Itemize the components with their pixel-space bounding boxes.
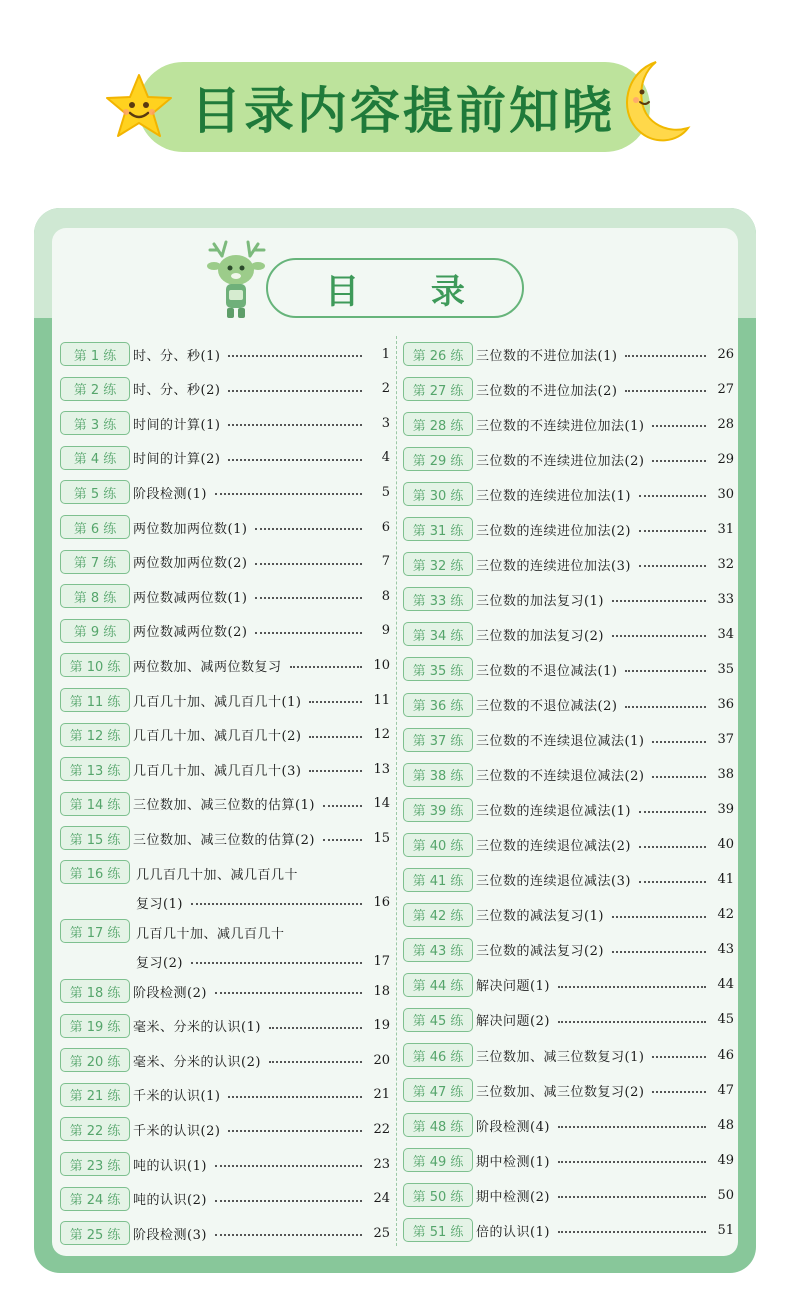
toc-entry[interactable]: [403, 902, 734, 928]
toc-entry[interactable]: [60, 687, 390, 713]
toc-entry[interactable]: [403, 656, 734, 682]
toc-entry[interactable]: [60, 445, 390, 471]
dot-leader: [639, 495, 706, 497]
lesson-number-badge: 第 3 练: [60, 411, 130, 435]
lesson-number-badge: 第 51 练: [403, 1218, 473, 1242]
lesson-number-badge: 第 6 练: [60, 515, 130, 539]
toc-entry[interactable]: [60, 1220, 390, 1246]
dot-leader: [215, 1200, 362, 1202]
lesson-title: 期中检测(2): [476, 1189, 550, 1205]
lesson-number-badge: 第 43 练: [403, 938, 473, 962]
lesson-title-line2: [136, 892, 390, 912]
dot-leader: [639, 881, 706, 883]
lesson-title: 三位数的减法复习(1): [476, 909, 604, 925]
lesson-number-badge: 第 25 练: [60, 1221, 130, 1245]
lesson-number-badge: 第 35 练: [403, 657, 473, 681]
toc-entry[interactable]: [403, 1042, 734, 1068]
lesson-title: 三位数的不进位加法(1): [476, 348, 618, 364]
lesson-title-block: [130, 919, 390, 975]
page-number: 2: [381, 381, 390, 397]
dot-leader: [323, 839, 362, 841]
lesson-number-badge: 第 40 练: [403, 833, 473, 857]
dot-leader: [290, 666, 362, 668]
toc-entry[interactable]: [60, 376, 390, 402]
toc-entry[interactable]: [60, 756, 390, 782]
lesson-title: 阶段检测(3): [133, 1227, 207, 1243]
page-number: 3: [381, 415, 390, 431]
lesson-title-cont: 复习(1): [136, 896, 183, 912]
lesson-title: 两位数减两位数(1): [133, 590, 248, 606]
lesson-number-badge: 第 50 练: [403, 1183, 473, 1207]
toc-entry[interactable]: [403, 692, 734, 718]
page-number: 42: [717, 907, 734, 923]
dot-leader: [639, 846, 706, 848]
dot-leader: [269, 1061, 362, 1063]
dot-leader: [558, 986, 706, 988]
page-number: 48: [717, 1117, 734, 1133]
toc-entry[interactable]: [60, 479, 390, 505]
lesson-number-badge: 第 16 练: [60, 860, 130, 884]
lesson-title: 三位数的不进位加法(2): [476, 383, 618, 399]
lesson-number-badge: 第 15 练: [60, 826, 130, 850]
lesson-title: 三位数加、减三位数复习(2): [476, 1084, 645, 1100]
page-number: 50: [717, 1187, 734, 1203]
toc-entry[interactable]: [403, 551, 734, 577]
lesson-number-badge: 第 8 练: [60, 584, 130, 608]
page-number: 8: [381, 588, 390, 604]
page-number: 36: [717, 697, 734, 712]
toc-entry[interactable]: [60, 549, 390, 575]
lesson-number-badge: 第 22 练: [60, 1117, 130, 1141]
page-number: 21: [373, 1087, 390, 1103]
page-number: 33: [717, 591, 734, 607]
page-number: 29: [717, 451, 734, 467]
lesson-number-badge: 第 47 练: [403, 1078, 473, 1102]
toc-entry[interactable]: [60, 860, 390, 916]
lesson-number-badge: 第 33 练: [403, 587, 473, 611]
lesson-title: 三位数加、减三位数的估算(2): [133, 832, 315, 848]
page-number: 13: [373, 761, 390, 777]
moon-icon: [612, 58, 692, 148]
lesson-title: 时、分、秒(2): [133, 383, 221, 399]
lesson-number-badge: 第 46 练: [403, 1043, 473, 1067]
lesson-number-badge: 第 24 练: [60, 1187, 130, 1211]
page-number: 41: [717, 872, 734, 888]
dot-leader: [558, 1126, 706, 1128]
lesson-title: 两位数加两位数(1): [133, 521, 248, 537]
dot-leader: [639, 811, 706, 813]
page-number: 43: [717, 942, 734, 958]
dot-leader: [269, 1027, 362, 1029]
dot-leader: [652, 425, 706, 427]
page-number: 7: [381, 554, 390, 570]
page-number: 30: [717, 486, 734, 502]
dot-leader: [652, 1091, 706, 1093]
toc-entry[interactable]: [403, 1007, 734, 1033]
lesson-title: 毫米、分米的认识(2): [133, 1054, 261, 1070]
lesson-title: 千米的认识(1): [133, 1089, 221, 1105]
page-number: 1: [381, 346, 390, 362]
toc-entry[interactable]: [60, 1116, 390, 1142]
dot-leader: [652, 776, 706, 778]
toc-entry[interactable]: [403, 1147, 734, 1173]
page-number: 17: [373, 953, 390, 969]
lesson-number-badge: 第 29 练: [403, 447, 473, 471]
lesson-title: 千米的认识(2): [133, 1123, 221, 1139]
lesson-title-line2: [136, 951, 390, 971]
toc-entry[interactable]: [403, 867, 734, 893]
toc-entry[interactable]: [60, 1082, 390, 1108]
lesson-number-badge: 第 26 练: [403, 342, 473, 366]
dot-leader: [255, 528, 362, 530]
toc-entry[interactable]: [60, 618, 390, 644]
dot-leader: [639, 530, 706, 532]
dot-leader: [215, 1165, 362, 1167]
dot-leader: [228, 1096, 362, 1098]
lesson-number-badge: 第 21 练: [60, 1083, 130, 1107]
lesson-number-badge: 第 27 练: [403, 377, 473, 401]
toc-entry[interactable]: [403, 341, 734, 367]
page-number: 18: [373, 983, 390, 999]
page-number: 49: [717, 1152, 734, 1168]
lesson-title: 三位数的不连续进位加法(1): [476, 418, 645, 434]
dot-leader: [652, 460, 706, 462]
page-number: 27: [717, 381, 734, 397]
page-number: 32: [717, 556, 734, 572]
lesson-number-badge: 第 19 练: [60, 1014, 130, 1038]
lesson-number-badge: 第 42 练: [403, 903, 473, 927]
lesson-title: 三位数的不连续进位加法(2): [476, 453, 645, 469]
lesson-number-badge: 第 17 练: [60, 919, 130, 943]
page-number: 15: [373, 830, 390, 846]
toc-entry[interactable]: [403, 797, 734, 823]
page-number: 37: [717, 732, 734, 748]
dot-leader: [255, 563, 362, 565]
lesson-number-badge: 第 12 练: [60, 723, 130, 747]
deer-mascot-icon: [200, 238, 276, 324]
lesson-title: 三位数的连续进位加法(3): [476, 558, 631, 574]
page-number: 5: [381, 484, 390, 500]
lesson-title: 时、分、秒(1): [133, 348, 221, 364]
lesson-number-badge: 第 5 练: [60, 480, 130, 504]
lesson-number-badge: 第 39 练: [403, 798, 473, 822]
page-number: 47: [717, 1082, 734, 1098]
dot-leader: [612, 951, 706, 953]
header-banner: [138, 62, 650, 152]
page-number: 31: [717, 521, 734, 537]
lesson-title: 两位数加两位数(2): [133, 556, 248, 572]
page-number: 20: [373, 1052, 390, 1068]
dot-leader: [228, 390, 362, 392]
lesson-number-badge: 第 36 练: [403, 693, 473, 717]
toc-entry[interactable]: [60, 978, 390, 1004]
lesson-number-badge: 第 23 练: [60, 1152, 130, 1176]
dot-leader: [625, 355, 706, 357]
lesson-number-badge: 第 31 练: [403, 517, 473, 541]
page-number: 16: [373, 894, 390, 910]
lesson-title: 几百几十加、减几百几十(1): [133, 694, 302, 710]
lesson-title-block: [130, 860, 390, 916]
page-number: 35: [717, 661, 734, 677]
toc-heading-text: 目 录: [325, 271, 495, 312]
dot-leader: [191, 903, 362, 905]
dot-leader: [625, 706, 706, 708]
toc-entry[interactable]: [403, 1217, 734, 1243]
lesson-title: 时间的计算(1): [133, 417, 221, 433]
dot-leader: [323, 805, 362, 807]
toc-entry[interactable]: [60, 583, 390, 609]
toc-entry[interactable]: [403, 516, 734, 542]
lesson-number-badge: 第 2 练: [60, 377, 130, 401]
toc-entry[interactable]: [60, 722, 390, 748]
lesson-title: 三位数的连续退位减法(3): [476, 874, 631, 890]
lesson-title: 解决问题(2): [476, 1014, 550, 1030]
dot-leader: [558, 1196, 706, 1198]
page-number: 39: [717, 802, 734, 818]
toc-entry[interactable]: [403, 481, 734, 507]
page-number: 40: [717, 837, 734, 853]
lesson-number-badge: 第 13 练: [60, 757, 130, 781]
dot-leader: [652, 741, 706, 743]
lesson-title-cont: 复习(2): [136, 955, 183, 971]
page-number: 24: [373, 1191, 390, 1207]
toc-entry[interactable]: [403, 446, 734, 472]
lesson-number-badge: 第 48 练: [403, 1113, 473, 1137]
dot-leader: [639, 565, 706, 567]
lesson-number-badge: 第 30 练: [403, 482, 473, 506]
dot-leader: [309, 770, 362, 772]
lesson-number-badge: 第 38 练: [403, 763, 473, 787]
page-title: 目录内容提前知晓: [191, 82, 615, 140]
lesson-title: 三位数加、减三位数的估算(1): [133, 798, 315, 814]
page-number: 14: [373, 796, 390, 812]
lesson-title: 几百几十加、减几百几十(3): [133, 763, 302, 779]
lesson-number-badge: 第 44 练: [403, 973, 473, 997]
dot-leader: [228, 355, 362, 357]
lesson-number-badge: 第 20 练: [60, 1048, 130, 1072]
lesson-title: 三位数的连续进位加法(2): [476, 523, 631, 539]
lesson-number-badge: 第 9 练: [60, 619, 130, 643]
lesson-title: 几几百几十加、减几百几十: [136, 868, 299, 883]
lesson-title: 三位数的不连续退位减法(2): [476, 769, 645, 785]
lesson-title: 三位数加、减三位数复习(1): [476, 1049, 645, 1065]
lesson-number-badge: 第 11 练: [60, 688, 130, 712]
lesson-title: 几百几十加、减几百几十(2): [133, 729, 302, 745]
dot-leader: [215, 1234, 362, 1236]
toc-entry[interactable]: [60, 410, 390, 436]
lesson-number-badge: 第 28 练: [403, 412, 473, 436]
page-number: 34: [717, 626, 734, 642]
page-number: 22: [373, 1121, 390, 1137]
lesson-title: 三位数的不退位减法(2): [476, 699, 618, 714]
lesson-number-badge: 第 14 练: [60, 792, 130, 816]
toc-entry[interactable]: [60, 652, 390, 678]
toc-entry[interactable]: [60, 1013, 390, 1039]
lesson-number-badge: 第 49 练: [403, 1148, 473, 1172]
lesson-title: 吨的认识(2): [133, 1193, 207, 1209]
lesson-title: 吨的认识(1): [133, 1158, 207, 1174]
dot-leader: [228, 459, 362, 461]
toc-entry[interactable]: [403, 972, 734, 998]
dot-leader: [612, 635, 706, 637]
toc-entry[interactable]: [403, 727, 734, 753]
lesson-title: 阶段检测(2): [133, 985, 207, 1001]
toc-entry[interactable]: [60, 341, 390, 367]
lesson-number-badge: 第 34 练: [403, 622, 473, 646]
page-number: 44: [717, 977, 734, 993]
page-number: 9: [381, 623, 390, 639]
lesson-number-badge: 第 37 练: [403, 728, 473, 752]
page-number: 4: [381, 450, 390, 466]
page-number: 46: [717, 1047, 734, 1063]
dot-leader: [309, 736, 362, 738]
dot-leader: [558, 1021, 706, 1023]
toc-entry[interactable]: [60, 514, 390, 540]
lesson-title: 期中检测(1): [476, 1154, 550, 1170]
lesson-title: 三位数的加法复习(2): [476, 628, 604, 644]
page-number: 51: [717, 1222, 734, 1238]
lesson-title: 三位数的加法复习(1): [476, 593, 604, 609]
dot-leader: [612, 600, 706, 602]
toc-entry[interactable]: [60, 919, 390, 975]
lesson-title: 毫米、分米的认识(1): [133, 1020, 261, 1036]
lesson-title: 阶段检测(4): [476, 1119, 550, 1135]
lesson-title: 几百几十加、减几百几十: [136, 927, 285, 942]
lesson-title: 三位数的不连续退位减法(1): [476, 734, 645, 750]
dot-leader: [309, 701, 362, 703]
dot-leader: [255, 632, 362, 634]
page-number: 10: [373, 657, 390, 673]
dot-leader: [228, 1130, 362, 1132]
dot-leader: [625, 670, 706, 672]
toc-entry[interactable]: [403, 376, 734, 402]
page-number: 6: [381, 519, 390, 535]
dot-leader: [625, 390, 706, 392]
lesson-title: 两位数减两位数(2): [133, 625, 248, 641]
lesson-title: 三位数的减法复习(2): [476, 944, 604, 960]
page-number: 25: [373, 1225, 390, 1241]
page-number: 45: [717, 1012, 734, 1028]
toc-entry[interactable]: [403, 937, 734, 963]
dot-leader: [612, 916, 706, 918]
lesson-number-badge: 第 7 练: [60, 550, 130, 574]
toc-entry[interactable]: [403, 411, 734, 437]
column-divider: [396, 336, 397, 1246]
dot-leader: [228, 424, 362, 426]
lesson-title: 解决问题(1): [476, 979, 550, 995]
lesson-title: 两位数加、减两位数复习: [133, 659, 282, 675]
lesson-title: 三位数的连续进位加法(1): [476, 488, 631, 504]
toc-entry[interactable]: [403, 1077, 734, 1103]
toc-entry[interactable]: [403, 621, 734, 647]
lesson-title: 三位数的不退位减法(1): [476, 663, 618, 679]
dot-leader: [558, 1231, 706, 1233]
page-number: 12: [373, 727, 390, 743]
lesson-number-badge: 第 32 练: [403, 552, 473, 576]
lesson-number-badge: 第 41 练: [403, 868, 473, 892]
dot-leader: [652, 1056, 706, 1058]
toc-entry[interactable]: [403, 762, 734, 788]
page-number: 19: [373, 1018, 390, 1034]
dot-leader: [558, 1161, 706, 1163]
lesson-title: 三位数的连续退位减法(2): [476, 839, 631, 855]
lesson-title: 阶段检测(1): [133, 486, 207, 502]
page-number: 26: [717, 346, 734, 362]
toc-entry[interactable]: [403, 1182, 734, 1208]
toc-entry[interactable]: [60, 825, 390, 851]
page-number: 23: [373, 1156, 390, 1172]
lesson-title: 时间的计算(2): [133, 452, 221, 468]
toc-entry[interactable]: [60, 1047, 390, 1073]
lesson-number-badge: 第 1 练: [60, 342, 130, 366]
star-icon: [104, 72, 174, 142]
lesson-number-badge: 第 10 练: [60, 653, 130, 677]
toc-entry[interactable]: [403, 832, 734, 858]
dot-leader: [255, 597, 362, 599]
toc-entry[interactable]: [403, 586, 734, 612]
dot-leader: [215, 493, 362, 495]
dot-leader: [191, 962, 362, 964]
lesson-number-badge: 第 18 练: [60, 979, 130, 1003]
dot-leader: [215, 992, 362, 994]
page-number: 28: [717, 416, 734, 432]
toc-entry[interactable]: [403, 1112, 734, 1138]
toc-entry[interactable]: [60, 1151, 390, 1177]
toc-heading: [266, 258, 524, 318]
page-number: 11: [373, 692, 390, 708]
lesson-title: 倍的认识(1): [476, 1224, 550, 1240]
toc-entry[interactable]: [60, 1186, 390, 1212]
toc-entry[interactable]: [60, 791, 390, 817]
page-number: 38: [717, 767, 734, 783]
lesson-number-badge: 第 4 练: [60, 446, 130, 470]
lesson-title: 三位数的连续退位减法(1): [476, 804, 631, 820]
lesson-number-badge: 第 45 练: [403, 1008, 473, 1032]
